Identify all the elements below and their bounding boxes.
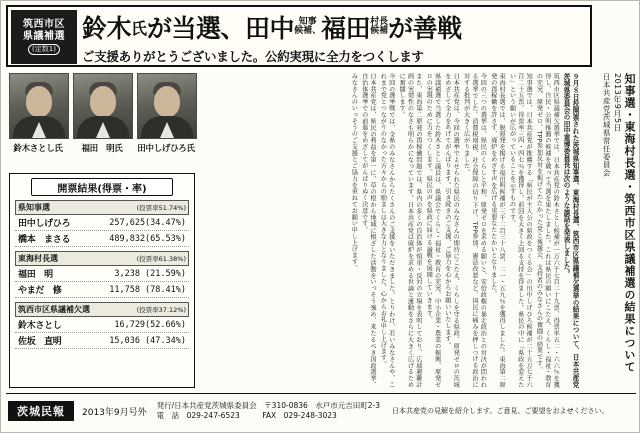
row-name: 鈴木さとし — [18, 321, 62, 331]
row-value: 3,238 (21.59%) — [114, 268, 186, 279]
results-section — [15, 200, 189, 247]
portrait-face — [90, 86, 116, 117]
article-column: 日本共産党は、県民の利益を第一に、草の根から地域に根ざした活動をいっそう強め、来たるべき国政選挙、自治体選挙での前進をめざしてがんばりぬく決意です。 — [360, 73, 377, 388]
masthead-header — [6, 5, 592, 67]
candidate-card — [73, 73, 131, 163]
row-value: 16,729(52.66%) — [114, 319, 186, 330]
footer-note: 日本共産党の見解を紹介します。ご意見、ご要望をおよせください。 — [392, 406, 609, 415]
headline-part-c-sub: 知事 候補、 — [294, 17, 322, 36]
right-title-date: 2013年9月5日 — [612, 73, 622, 133]
row-value: 11,758 (78.41%) — [109, 284, 186, 295]
section-note: (投票率37.12%) — [136, 306, 186, 314]
row-name: やまだ 修 — [18, 286, 62, 296]
article-column: 今回の選挙戦では、全県のみなさんからたくさんのご支援をいただきました。とりわけ、若いみなさんや、これまで党とつながりのなかった方々からの励ましは大きな力となりました。心からお礼申し上げます。 — [379, 73, 395, 388]
badge-line3: (定数1) — [28, 44, 60, 54]
headline-part-b: が当選、 — [147, 14, 246, 43]
badge-line2: 県議補選 — [23, 30, 65, 42]
headline-part-a: 鈴木 — [82, 14, 132, 43]
section-label: 筑西市区県議補欠選 — [18, 305, 90, 314]
row-value: 257,625(34.47%) — [109, 217, 186, 228]
article-column: 県議補選で当選した鈴木さとし議員は、県議会でくらし・福祉・教育の充実、中小企業・農業の振興、原発ゼロの実現のために力をつくします。県民の声を県政に届ける論戦を展開していきます。 — [425, 73, 441, 388]
article-column: 筑西市区県議補欠選挙では、日本共産党の鈴木さとし候補が一万六千七百二十九票、得票率五二・六六％を獲得し、自民・公明推薦の候補を破って当選を果たしました。これは県民の願いにこたえ、くらし・福祉・教育の充実、原発ゼロ、TPP参加反対を掲げてたたかった党と後援会、支持者のみなさんの奮闘の結果です。 — [535, 73, 560, 388]
candidate-card — [9, 73, 67, 163]
candidate-photo-row — [9, 73, 195, 163]
publisher-line1: 発行/日本共産党茨城県委員会 〒310-0836 水戸市元吉田町2-3 — [156, 400, 381, 410]
headline-part-e: が善戦 — [388, 14, 462, 43]
results-box — [9, 173, 195, 388]
table-row — [15, 317, 189, 333]
candidate-card — [137, 73, 195, 163]
section-note: (投票率61.38%) — [136, 255, 186, 263]
article-column: みなさんのいっそうのご支援とご協力を重ねてお願い申し上げます。 — [350, 73, 358, 272]
right-title-main: 知事選・東海村長選・筑西市区県議補選の結果について — [623, 73, 636, 373]
right-vertical-title — [591, 73, 635, 413]
article-column: 日本共産党は、今回の選挙でよせられた県民のみなさんの期待にこたえ、くらしを守る県政、原発ゼロの茨城をめざして全力をあげてがんばります。引き続きのご支援、ご協力を心からお願いいたします。 — [443, 73, 460, 388]
table-row — [15, 231, 189, 247]
right-title-issuer: 日本共産党茨城県常任委員会 — [602, 73, 612, 177]
headline — [82, 7, 590, 47]
portrait-face — [26, 86, 52, 117]
table-row — [15, 266, 189, 282]
publication-badge: 茨城民報 — [8, 401, 74, 421]
article-column: 東海村長選では、脱原発を掲げる福田明候補が三千二百三十八票、二一・五九％を獲得しました。東海第二原発の再稼働を許さず、廃炉をめざす声を広げる重要なたたかいとなりました。 — [489, 73, 506, 388]
article-column: 今回の三つの選挙は、県民のくらしと平和、原発ゼロを求める願いと、安倍政権の暴走政治との対決が問われる選挙でした。消費税増税、社会保障の切り下げ、TPP参加、憲法改悪など、国民に痛みを押しつける政治に対する批判が大きく広がりました。 — [462, 73, 487, 388]
article-column: ９月８日投開票された茨城県知事選、東海村長選、筑西市区県議補欠選挙の結果について、日本共産党茨城県委員会の田中重博委員長は次のような談話を発表しました。 — [562, 73, 579, 388]
candidate-portrait — [137, 73, 197, 139]
article-column: また、東海第二原発の再稼働問題では、県内の多くの自治体が慎重・反対の立場を表明しており、広域避難計画の実効性のなさも明らかになっています。日本共産党は廃炉を求める世論と運動をさらに大きく広げるために奮闘します。 — [398, 73, 422, 388]
candidate-name: 田中しげひろ氏 — [137, 144, 195, 154]
section-label: 東海村長選 — [18, 254, 58, 263]
publisher-line2: 電 話 029-247-6523 FAX 029-248-3023 — [156, 411, 337, 420]
row-name: 福田 明 — [18, 270, 53, 280]
portrait-face — [154, 86, 180, 117]
results-section — [15, 302, 189, 349]
sub-headline: ご支援ありがとうございました。公約実現に全力をつくします — [82, 49, 424, 64]
publisher-info — [157, 401, 380, 422]
table-row — [15, 215, 189, 231]
headline-part-d: 福田 — [321, 14, 371, 43]
constituency-badge — [11, 10, 77, 64]
article-column: 知事選では、日本共産党が推薦する「県民が主人公の県政をつくる会」の田中しげひろ候補が二十五万七千六百二十五票、得票率三四・四七％を獲得し、前回を大きく上回る支持を得ました。県民の中に「県政を変えたい」という願いが広がっていることを示すものです。 — [508, 73, 533, 388]
results-section-header — [15, 251, 189, 266]
results-section — [15, 251, 189, 298]
table-row — [15, 333, 189, 349]
candidate-portrait — [73, 73, 133, 139]
row-name: 佐坂 直明 — [18, 337, 62, 347]
row-value: 15,036 (47.34%) — [109, 335, 186, 346]
badge-line1: 筑西市区 — [23, 19, 65, 31]
candidate-portrait — [9, 73, 69, 139]
row-name: 田中しげひろ — [18, 219, 71, 229]
results-section-header — [15, 200, 189, 215]
row-name: 橋本 まさる — [18, 235, 71, 245]
candidate-name: 鈴木さとし氏 — [13, 144, 63, 154]
results-section-header — [15, 302, 189, 317]
row-value: 489,832(65.53%) — [109, 233, 186, 244]
results-title: 開票結果(得票・率) — [31, 178, 173, 196]
publication-date: 2013年9月号外 — [82, 407, 147, 418]
section-note: (投票率51.74%) — [136, 204, 186, 212]
candidate-name: 福田 明氏 — [81, 144, 123, 154]
headline-part-c: 田中 — [245, 14, 295, 43]
headline-part-d-sub: 村長 候補 — [370, 17, 389, 36]
headline-part-a-suffix: 氏 — [131, 18, 148, 38]
footer — [6, 393, 636, 428]
article-body — [199, 73, 579, 388]
section-label: 県知事選 — [18, 203, 50, 212]
table-row — [15, 282, 189, 298]
